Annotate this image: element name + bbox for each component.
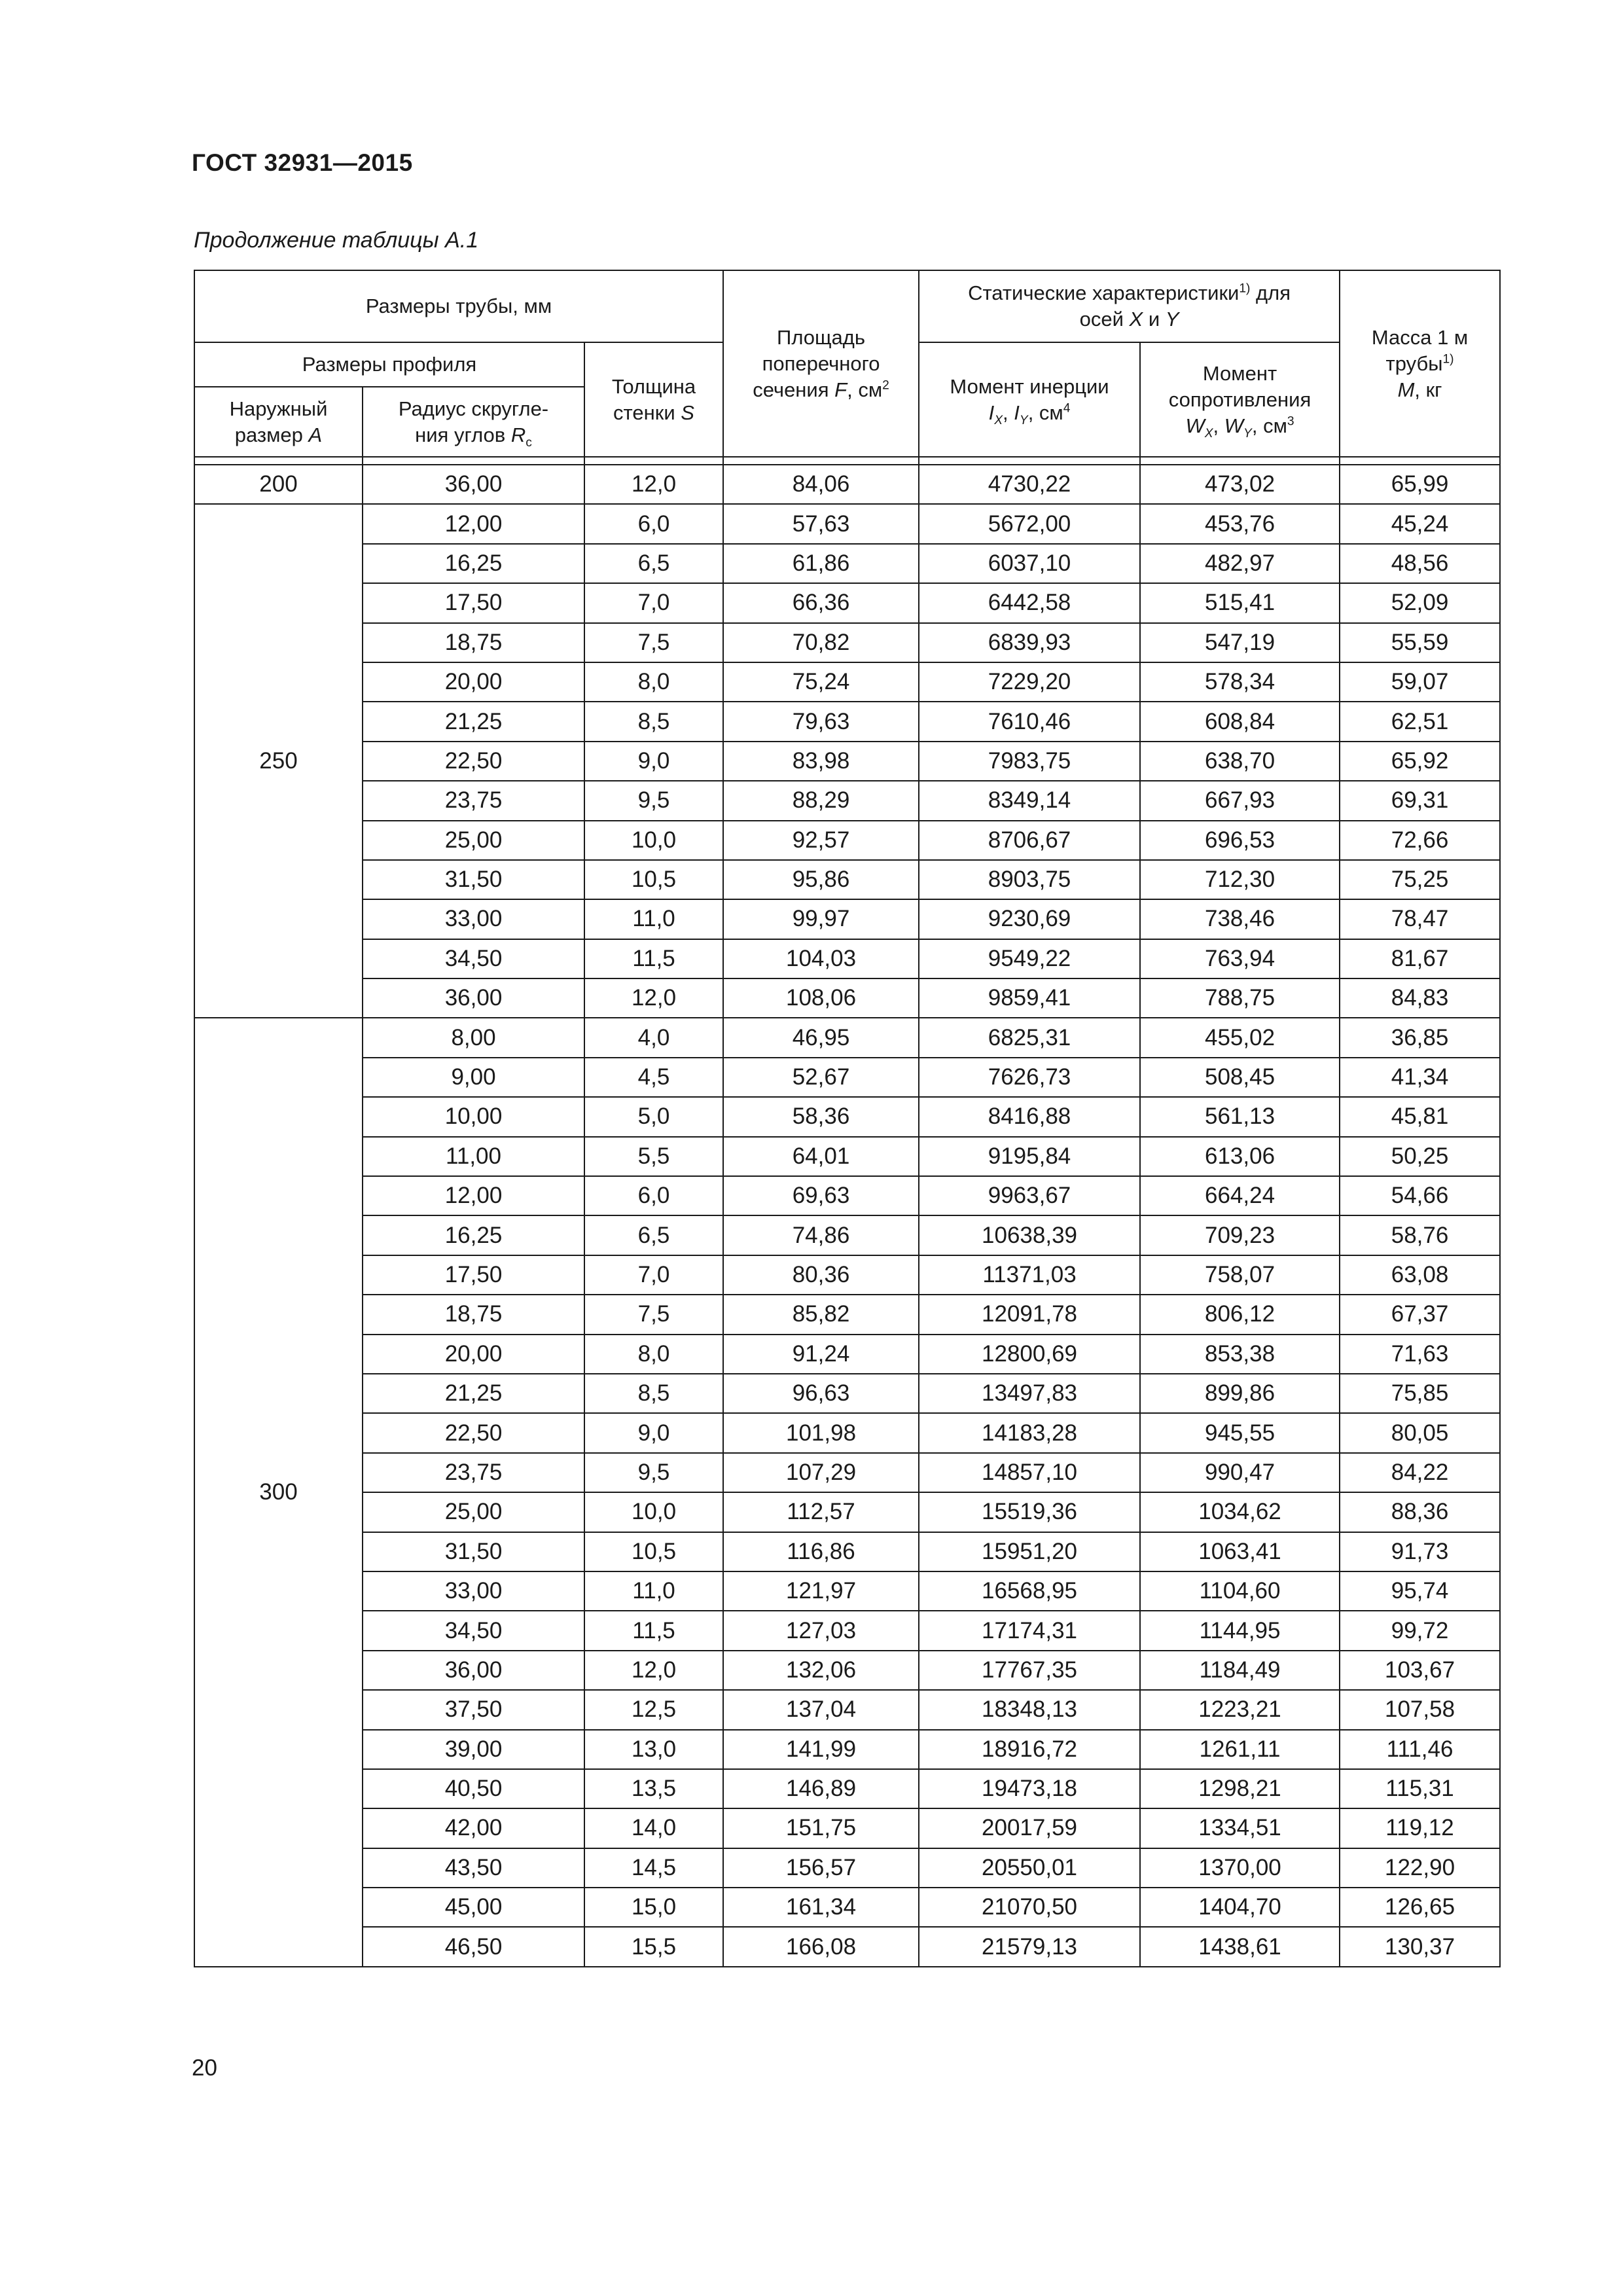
cell-wall-thickness: 12,0 (584, 978, 723, 1018)
cell-corner-radius: 11,00 (363, 1137, 584, 1176)
cell-area: 64,01 (723, 1137, 919, 1176)
cell-wall-thickness: 5,0 (584, 1097, 723, 1136)
cell-area: 166,08 (723, 1927, 919, 1966)
cell-wall-thickness: 13,0 (584, 1730, 723, 1769)
cell-outer-size: 200 (194, 465, 363, 504)
cell-mass: 122,90 (1340, 1848, 1500, 1888)
cell-section-modulus: 664,24 (1140, 1176, 1340, 1215)
cell-area: 75,24 (723, 662, 919, 702)
cell-corner-radius: 45,00 (363, 1888, 584, 1927)
table-row (194, 1848, 1500, 1888)
cell-corner-radius: 33,00 (363, 1571, 584, 1611)
cell-section-modulus: 1438,61 (1140, 1927, 1340, 1966)
cell-corner-radius: 31,50 (363, 860, 584, 899)
cell-inertia: 7626,73 (919, 1058, 1140, 1097)
table-row (194, 978, 1500, 1018)
cell-mass: 48,56 (1340, 544, 1500, 583)
cell-wall-thickness: 9,0 (584, 1413, 723, 1452)
cell-area: 141,99 (723, 1730, 919, 1769)
cell-mass: 75,25 (1340, 860, 1500, 899)
table-row (194, 860, 1500, 899)
cell-mass: 50,25 (1340, 1137, 1500, 1176)
cell-mass: 41,34 (1340, 1058, 1500, 1097)
cell-mass: 115,31 (1340, 1769, 1500, 1808)
cell-area: 127,03 (723, 1611, 919, 1650)
cell-inertia: 17174,31 (919, 1611, 1140, 1650)
cell-inertia: 12091,78 (919, 1295, 1140, 1334)
cell-wall-thickness: 7,0 (584, 1255, 723, 1295)
cell-mass: 130,37 (1340, 1927, 1500, 1966)
cell-wall-thickness: 7,5 (584, 1295, 723, 1334)
table-row (194, 781, 1500, 820)
cell-mass: 59,07 (1340, 662, 1500, 702)
table-row (194, 1651, 1500, 1690)
cell-inertia: 18348,13 (919, 1690, 1140, 1729)
cell-mass: 54,66 (1340, 1176, 1500, 1215)
table-row (194, 1611, 1500, 1650)
cell-wall-thickness: 10,0 (584, 821, 723, 860)
cell-inertia: 14183,28 (919, 1413, 1140, 1452)
cell-wall-thickness: 12,0 (584, 465, 723, 504)
cell-area: 88,29 (723, 781, 919, 820)
cell-corner-radius: 18,75 (363, 1295, 584, 1334)
document-header: ГОСТ 32931—2015 (192, 149, 413, 176)
cell-area: 80,36 (723, 1255, 919, 1295)
cell-wall-thickness: 5,5 (584, 1137, 723, 1176)
page-number: 20 (192, 2055, 217, 2081)
table-row (194, 1295, 1500, 1334)
table-row (194, 1335, 1500, 1374)
cell-mass: 119,12 (1340, 1808, 1500, 1848)
cell-inertia: 10638,39 (919, 1215, 1140, 1255)
cell-section-modulus: 738,46 (1140, 899, 1340, 939)
table-row (194, 1927, 1500, 1966)
cell-corner-radius: 39,00 (363, 1730, 584, 1769)
cell-wall-thickness: 7,5 (584, 623, 723, 662)
cell-area: 121,97 (723, 1571, 919, 1611)
cell-section-modulus: 853,38 (1140, 1335, 1340, 1374)
cell-area: 66,36 (723, 583, 919, 622)
cell-corner-radius: 22,50 (363, 742, 584, 781)
cell-wall-thickness: 6,5 (584, 1215, 723, 1255)
cell-corner-radius: 10,00 (363, 1097, 584, 1136)
table-caption: Продолжение таблицы А.1 (194, 228, 479, 253)
cell-wall-thickness: 9,5 (584, 781, 723, 820)
table-body (194, 465, 1500, 1967)
cell-section-modulus: 455,02 (1140, 1018, 1340, 1057)
cell-wall-thickness: 8,5 (584, 1374, 723, 1413)
table-row (194, 1255, 1500, 1295)
table-row (194, 1492, 1500, 1532)
cell-wall-thickness: 11,5 (584, 1611, 723, 1650)
table-row (194, 465, 1500, 504)
cell-corner-radius: 34,50 (363, 939, 584, 978)
cell-inertia: 5672,00 (919, 504, 1140, 543)
cell-mass: 62,51 (1340, 702, 1500, 741)
cell-area: 91,24 (723, 1335, 919, 1374)
cell-area: 107,29 (723, 1453, 919, 1492)
cell-corner-radius: 37,50 (363, 1690, 584, 1729)
cell-wall-thickness: 8,5 (584, 702, 723, 741)
table-row (194, 1453, 1500, 1492)
table-row (194, 1374, 1500, 1413)
cell-corner-radius: 42,00 (363, 1808, 584, 1848)
table-row (194, 583, 1500, 622)
cell-wall-thickness: 11,0 (584, 899, 723, 939)
cell-mass: 103,67 (1340, 1651, 1500, 1690)
cell-corner-radius: 23,75 (363, 781, 584, 820)
cell-corner-radius: 22,50 (363, 1413, 584, 1452)
cell-mass: 111,46 (1340, 1730, 1500, 1769)
cell-area: 112,57 (723, 1492, 919, 1532)
table-row (194, 544, 1500, 583)
cell-wall-thickness: 9,0 (584, 742, 723, 781)
cell-inertia: 9859,41 (919, 978, 1140, 1018)
cell-area: 52,67 (723, 1058, 919, 1097)
cell-section-modulus: 945,55 (1140, 1413, 1340, 1452)
cell-inertia: 8706,67 (919, 821, 1140, 860)
cell-section-modulus: 712,30 (1140, 860, 1340, 899)
cell-area: 70,82 (723, 623, 919, 662)
table-row (194, 1532, 1500, 1571)
cell-inertia: 6839,93 (919, 623, 1140, 662)
cell-wall-thickness: 9,5 (584, 1453, 723, 1492)
cell-mass: 78,47 (1340, 899, 1500, 939)
cell-mass: 45,81 (1340, 1097, 1500, 1136)
cell-wall-thickness: 8,0 (584, 662, 723, 702)
cell-corner-radius: 31,50 (363, 1532, 584, 1571)
cell-corner-radius: 46,50 (363, 1927, 584, 1966)
cell-section-modulus: 482,97 (1140, 544, 1340, 583)
cell-mass: 95,74 (1340, 1571, 1500, 1611)
cell-corner-radius: 9,00 (363, 1058, 584, 1097)
table-row (194, 1215, 1500, 1255)
header-pipe-sizes: Размеры трубы, мм (194, 270, 723, 342)
cell-corner-radius: 8,00 (363, 1018, 584, 1057)
cell-inertia: 14857,10 (919, 1453, 1140, 1492)
cell-area: 116,86 (723, 1532, 919, 1571)
cell-mass: 80,05 (1340, 1413, 1500, 1452)
table-row (194, 821, 1500, 860)
cell-wall-thickness: 12,5 (584, 1690, 723, 1729)
cell-area: 95,86 (723, 860, 919, 899)
cell-section-modulus: 608,84 (1140, 702, 1340, 741)
cell-inertia: 7229,20 (919, 662, 1140, 702)
cell-inertia: 17767,35 (919, 1651, 1140, 1690)
cell-area: 146,89 (723, 1769, 919, 1808)
cell-corner-radius: 17,50 (363, 583, 584, 622)
cell-section-modulus: 788,75 (1140, 978, 1340, 1018)
cell-area: 99,97 (723, 899, 919, 939)
cell-wall-thickness: 14,0 (584, 1808, 723, 1848)
table-row (194, 1730, 1500, 1769)
cell-inertia: 13497,83 (919, 1374, 1140, 1413)
cell-area: 108,06 (723, 978, 919, 1018)
cell-section-modulus: 638,70 (1140, 742, 1340, 781)
cell-mass: 75,85 (1340, 1374, 1500, 1413)
cell-corner-radius: 12,00 (363, 1176, 584, 1215)
cell-inertia: 6037,10 (919, 544, 1140, 583)
cell-mass: 55,59 (1340, 623, 1500, 662)
cell-inertia: 7983,75 (919, 742, 1140, 781)
cell-corner-radius: 34,50 (363, 1611, 584, 1650)
cell-inertia: 21070,50 (919, 1888, 1140, 1927)
cell-mass: 45,24 (1340, 504, 1500, 543)
cell-mass: 91,73 (1340, 1532, 1500, 1571)
table-row (194, 702, 1500, 741)
cell-corner-radius: 21,25 (363, 1374, 584, 1413)
cell-inertia: 19473,18 (919, 1769, 1140, 1808)
cell-area: 58,36 (723, 1097, 919, 1136)
cell-wall-thickness: 11,0 (584, 1571, 723, 1611)
table-row (194, 1058, 1500, 1097)
cell-wall-thickness: 10,0 (584, 1492, 723, 1532)
cell-wall-thickness: 6,0 (584, 504, 723, 543)
cell-inertia: 16568,95 (919, 1571, 1140, 1611)
table-row (194, 1808, 1500, 1848)
cell-area: 92,57 (723, 821, 919, 860)
cell-corner-radius: 20,00 (363, 662, 584, 702)
cell-area: 101,98 (723, 1413, 919, 1452)
table-row (194, 1888, 1500, 1927)
cell-area: 79,63 (723, 702, 919, 741)
cell-wall-thickness: 8,0 (584, 1335, 723, 1374)
table-row (194, 1018, 1500, 1057)
cell-corner-radius: 17,50 (363, 1255, 584, 1295)
cell-inertia: 9230,69 (919, 899, 1140, 939)
header-wall-thickness: Толщина стенки S (584, 342, 723, 457)
cell-inertia: 21579,13 (919, 1927, 1140, 1966)
cell-mass: 126,65 (1340, 1888, 1500, 1927)
cell-section-modulus: 1404,70 (1140, 1888, 1340, 1927)
cell-area: 83,98 (723, 742, 919, 781)
cell-section-modulus: 1184,49 (1140, 1651, 1340, 1690)
cell-section-modulus: 990,47 (1140, 1453, 1340, 1492)
cell-area: 104,03 (723, 939, 919, 978)
cell-mass: 71,63 (1340, 1335, 1500, 1374)
cell-section-modulus: 1370,00 (1140, 1848, 1340, 1888)
cell-mass: 67,37 (1340, 1295, 1500, 1334)
cell-section-modulus: 473,02 (1140, 465, 1340, 504)
cell-section-modulus: 453,76 (1140, 504, 1340, 543)
cell-section-modulus: 667,93 (1140, 781, 1340, 820)
cell-corner-radius: 12,00 (363, 504, 584, 543)
header-profile-sizes: Размеры профиля (194, 342, 584, 387)
cell-section-modulus: 515,41 (1140, 583, 1340, 622)
cell-inertia: 9549,22 (919, 939, 1140, 978)
cell-corner-radius: 25,00 (363, 821, 584, 860)
cell-section-modulus: 763,94 (1140, 939, 1340, 978)
table-row (194, 939, 1500, 978)
cell-corner-radius: 23,75 (363, 1453, 584, 1492)
cell-section-modulus: 508,45 (1140, 1058, 1340, 1097)
cell-inertia: 20550,01 (919, 1848, 1140, 1888)
cell-mass: 99,72 (1340, 1611, 1500, 1650)
table-row (194, 1413, 1500, 1452)
cell-section-modulus: 613,06 (1140, 1137, 1340, 1176)
cell-mass: 69,31 (1340, 781, 1500, 820)
header-outer-size: Наружный размер A (194, 387, 363, 457)
cell-mass: 88,36 (1340, 1492, 1500, 1532)
cell-area: 156,57 (723, 1848, 919, 1888)
cell-corner-radius: 21,25 (363, 702, 584, 741)
table-row (194, 1571, 1500, 1611)
table-row (194, 1769, 1500, 1808)
cell-wall-thickness: 10,5 (584, 1532, 723, 1571)
table-row (194, 623, 1500, 662)
cell-inertia: 18916,72 (919, 1730, 1140, 1769)
cell-area: 84,06 (723, 465, 919, 504)
cell-mass: 84,83 (1340, 978, 1500, 1018)
table-row (194, 899, 1500, 939)
table-row (194, 1137, 1500, 1176)
cell-section-modulus: 578,34 (1140, 662, 1340, 702)
table-row (194, 1097, 1500, 1136)
cell-wall-thickness: 6,5 (584, 544, 723, 583)
cell-corner-radius: 20,00 (363, 1335, 584, 1374)
table-row (194, 1690, 1500, 1729)
cell-mass: 72,66 (1340, 821, 1500, 860)
cell-inertia: 9963,67 (919, 1176, 1140, 1215)
header-cross-section-area: Площадь поперечного сечения F, $см^2$ (723, 270, 919, 457)
cell-section-modulus: 1063,41 (1140, 1532, 1340, 1571)
cell-area: 96,63 (723, 1374, 919, 1413)
cell-corner-radius: 16,25 (363, 544, 584, 583)
pipe-properties-table (194, 270, 1501, 1967)
cell-section-modulus: 1104,60 (1140, 1571, 1340, 1611)
cell-outer-size: 300 (194, 1018, 363, 1966)
cell-section-modulus: 561,13 (1140, 1097, 1340, 1136)
cell-area: 132,06 (723, 1651, 919, 1690)
cell-wall-thickness: 12,0 (584, 1651, 723, 1690)
cell-wall-thickness: 7,0 (584, 583, 723, 622)
cell-inertia: 6825,31 (919, 1018, 1140, 1057)
cell-inertia: 9195,84 (919, 1137, 1140, 1176)
header-corner-radius: Радиус скругле- ния углов $R_c$ (363, 387, 584, 457)
cell-section-modulus: 806,12 (1140, 1295, 1340, 1334)
cell-section-modulus: 1298,21 (1140, 1769, 1340, 1808)
table-header (194, 270, 1500, 465)
cell-mass: 65,92 (1340, 742, 1500, 781)
cell-mass: 81,67 (1340, 939, 1500, 978)
cell-inertia: 8903,75 (919, 860, 1140, 899)
cell-wall-thickness: 15,5 (584, 1927, 723, 1966)
header-static-characteristics: Статические характеристики$^{1)}$ для осей X и Y (919, 270, 1340, 342)
cell-inertia: 4730,22 (919, 465, 1140, 504)
header-mass: Масса 1 м трубы$^{1)}$ M, кг (1340, 270, 1500, 457)
cell-corner-radius: 33,00 (363, 899, 584, 939)
cell-section-modulus: 1144,95 (1140, 1611, 1340, 1650)
cell-section-modulus: 1261,11 (1140, 1730, 1340, 1769)
cell-area: 61,86 (723, 544, 919, 583)
cell-section-modulus: 547,19 (1140, 623, 1340, 662)
cell-inertia: 6442,58 (919, 583, 1140, 622)
table-row (194, 1176, 1500, 1215)
cell-inertia: 15951,20 (919, 1532, 1140, 1571)
cell-wall-thickness: 11,5 (584, 939, 723, 978)
cell-wall-thickness: 6,0 (584, 1176, 723, 1215)
table-row (194, 662, 1500, 702)
cell-corner-radius: 36,00 (363, 465, 584, 504)
cell-outer-size: 250 (194, 504, 363, 1018)
cell-mass: 107,58 (1340, 1690, 1500, 1729)
cell-wall-thickness: 14,5 (584, 1848, 723, 1888)
header-moment-of-inertia: Момент инерции $I_X$, $I_Y$, $см^4$ (919, 342, 1140, 457)
cell-area: 46,95 (723, 1018, 919, 1057)
cell-inertia: 8349,14 (919, 781, 1140, 820)
cell-mass: 52,09 (1340, 583, 1500, 622)
header-section-modulus: Момент сопротивления $W_X$, $W_Y$, $см^3$ (1140, 342, 1340, 457)
cell-area: 57,63 (723, 504, 919, 543)
cell-corner-radius: 36,00 (363, 978, 584, 1018)
cell-inertia: 12800,69 (919, 1335, 1140, 1374)
cell-mass: 58,76 (1340, 1215, 1500, 1255)
cell-area: 161,34 (723, 1888, 919, 1927)
cell-corner-radius: 18,75 (363, 623, 584, 662)
cell-wall-thickness: 10,5 (584, 860, 723, 899)
cell-mass: 84,22 (1340, 1453, 1500, 1492)
cell-area: 69,63 (723, 1176, 919, 1215)
cell-mass: 65,99 (1340, 465, 1500, 504)
cell-area: 85,82 (723, 1295, 919, 1334)
cell-mass: 63,08 (1340, 1255, 1500, 1295)
cell-area: 137,04 (723, 1690, 919, 1729)
cell-section-modulus: 696,53 (1140, 821, 1340, 860)
cell-mass: 36,85 (1340, 1018, 1500, 1057)
cell-inertia: 20017,59 (919, 1808, 1140, 1848)
cell-corner-radius: 40,50 (363, 1769, 584, 1808)
cell-section-modulus: 1223,21 (1140, 1690, 1340, 1729)
cell-wall-thickness: 4,0 (584, 1018, 723, 1057)
cell-corner-radius: 36,00 (363, 1651, 584, 1690)
cell-section-modulus: 1334,51 (1140, 1808, 1340, 1848)
cell-inertia: 7610,46 (919, 702, 1140, 741)
cell-section-modulus: 1034,62 (1140, 1492, 1340, 1532)
cell-area: 151,75 (723, 1808, 919, 1848)
cell-inertia: 8416,88 (919, 1097, 1140, 1136)
cell-inertia: 15519,36 (919, 1492, 1140, 1532)
table-row (194, 504, 1500, 543)
cell-wall-thickness: 13,5 (584, 1769, 723, 1808)
cell-inertia: 11371,03 (919, 1255, 1140, 1295)
cell-area: 74,86 (723, 1215, 919, 1255)
cell-wall-thickness: 4,5 (584, 1058, 723, 1097)
cell-corner-radius: 16,25 (363, 1215, 584, 1255)
cell-section-modulus: 899,86 (1140, 1374, 1340, 1413)
cell-corner-radius: 43,50 (363, 1848, 584, 1888)
cell-section-modulus: 709,23 (1140, 1215, 1340, 1255)
header-separator (194, 457, 1500, 465)
cell-section-modulus: 758,07 (1140, 1255, 1340, 1295)
table-row (194, 742, 1500, 781)
cell-corner-radius: 25,00 (363, 1492, 584, 1532)
cell-wall-thickness: 15,0 (584, 1888, 723, 1927)
